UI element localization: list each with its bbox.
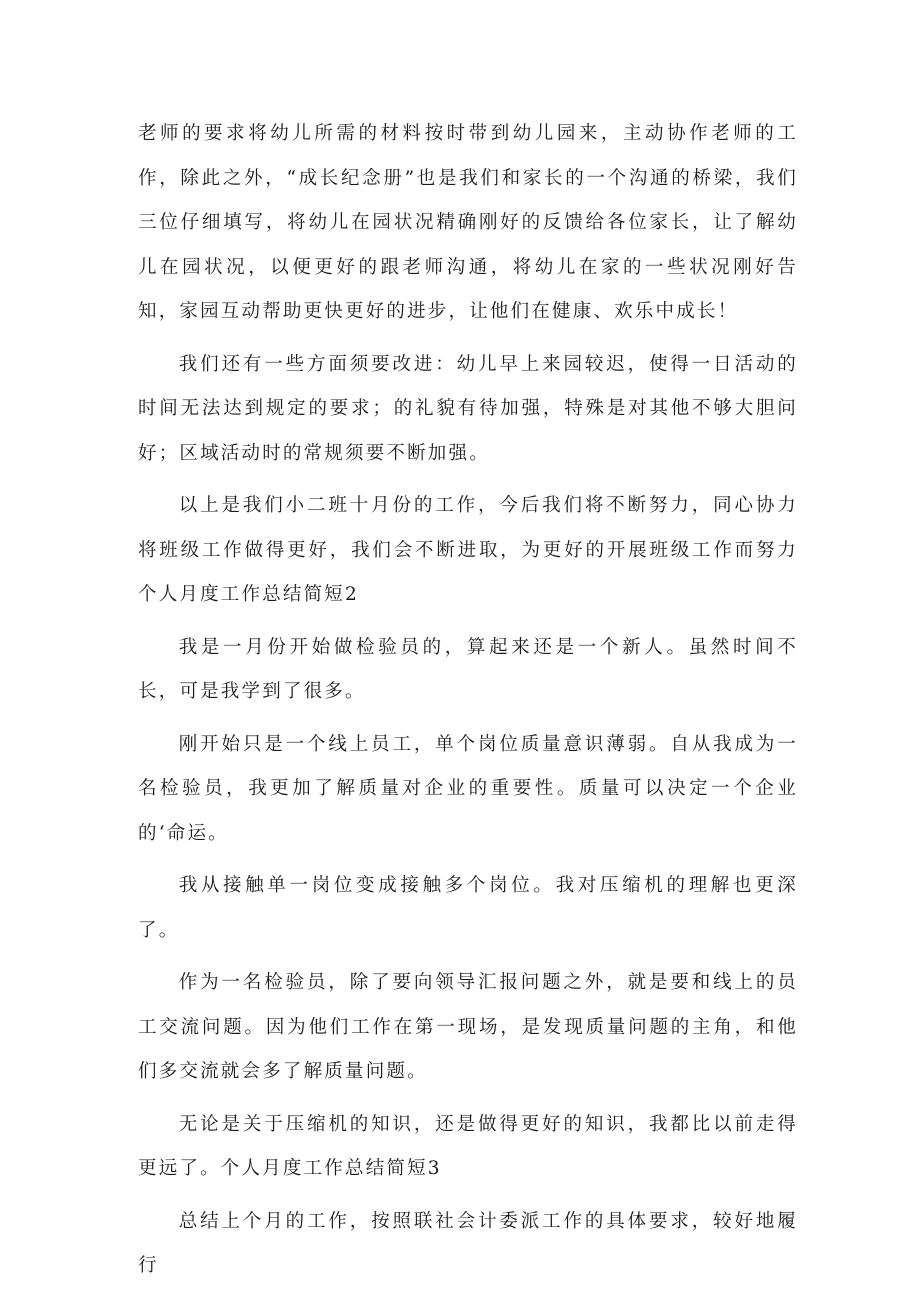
paragraph-1: 老师的要求将幼儿所需的材料按时带到幼儿园来，主动协作老师的工作，除此之外，“成长纪念册”也是我们和家长的一个沟通的桥梁，我们三位仔细填写，将幼儿在园状况精确刚好的反馈给各位家长，让了解幼儿在园状况，以便更好的跟老师沟通，将幼儿在家的一些状况刚好告知，家园互动帮助更快更好的进步，让他们在健康、欢乐中成长！ (138, 123, 798, 322)
paragraph-7: 作为一名检验员，除了要向领导汇报问题之外，就是要和线上的员工交流问题。因为他们工作在第一现场，是发现质量问题的主角，和他们多交流就会多了解质量问题。 (138, 972, 798, 1082)
document-body (138, 112, 798, 1297)
paragraph-8: 无论是关于压缩机的知识，还是做得更好的知识，我都比以前走得更远了。个人月度工作总结简短3 (138, 1113, 798, 1179)
paragraph-3: 以上是我们小二班十月份的工作，今后我们将不断努力，同心协力将班级工作做得更好，我们会不断进取，为更好的开展班级工作而努力个人月度工作总结简短2 (138, 495, 798, 605)
paragraph-4: 我是一月份开始做检验员的，算起来还是一个新人。虽然时间不长，可是我学到了很多。 (138, 636, 798, 702)
paragraph-2: 我们还有一些方面须要改进：幼儿早上来园较迟，使得一日活动的时间无法达到规定的要求；的礼貌有待加强，特殊是对其他不够大胆问好；区域活动时的常规须要不断加强。 (138, 353, 798, 464)
paragraph-5: 刚开始只是一个线上员工，单个岗位质量意识薄弱。自从我成为一名检验员，我更加了解质量对企业的重要性。质量可以决定一个企业的‘命运。 (138, 733, 798, 844)
paragraph-9: 总结上个月的工作，按照联社会计委派工作的具体要求，较好地履行 (138, 1210, 798, 1276)
paragraph-6: 我从接触单一岗位变成接触多个岗位。我对压缩机的理解也更深了。 (138, 875, 798, 941)
